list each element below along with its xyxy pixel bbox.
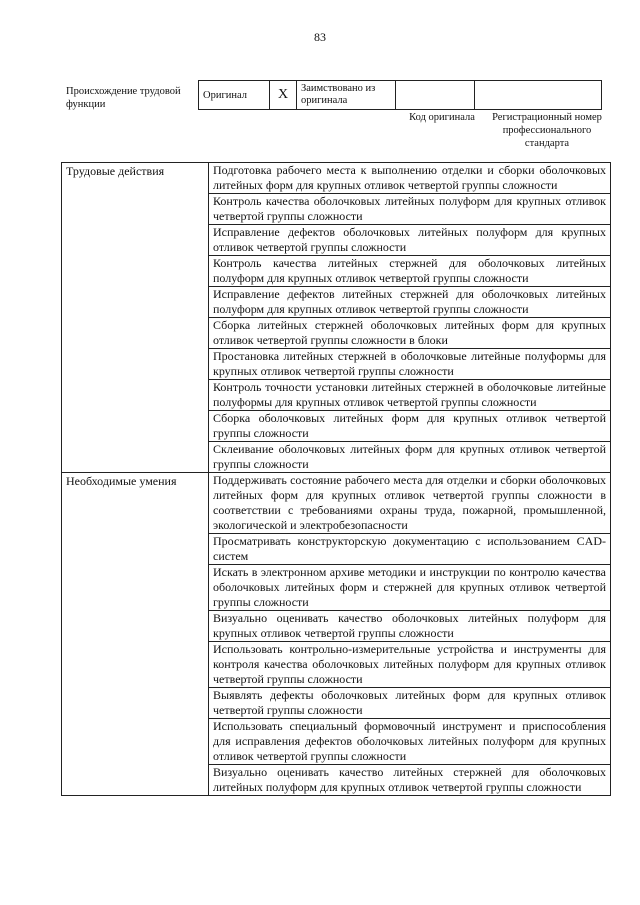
page-number: 83: [314, 30, 326, 44]
list-item: Сборка оболочковых литейных форм для крупных отливок четвертой группы сложности: [209, 411, 611, 442]
list-item: Использовать контрольно-измерительные устройства и инструменты для контроля качества оболочковых литейных полуформ для крупных отливок четвертой группы сложности: [209, 642, 611, 688]
list-item: Искать в электронном архиве методики и инструкции по контролю качества оболочковых литейных форм и стержней для крупных отливок четвертой группы сложности: [209, 565, 611, 611]
table-row: [62, 473, 611, 534]
code-caption: Код оригинала: [409, 112, 475, 123]
x-mark: X: [270, 81, 297, 110]
list-item: Контроль точности установки литейных стержней в оболочковые литейные полуформы для крупных отливок четвертой группы сложности: [209, 380, 611, 411]
list-item: Визуально оценивать качество литейных стержней для оболочковых литейных полуформ для крупных отливок четвертой группы сложности: [209, 765, 611, 796]
list-item: Поддерживать состояние рабочего места для отделки и сборки оболочковых литейных форм для крупных отливок четвертой группы сложности в соответствии с требованиями охраны труда, пожарной, промышленной, экологической и электробезопасности: [209, 473, 611, 534]
code-cell: [396, 81, 475, 110]
list-item: Просматривать конструкторскую документацию с использованием CAD-систем: [209, 534, 611, 565]
original-cell: Оригинал: [199, 81, 270, 110]
function-table: [61, 162, 611, 796]
borrowed-cell: Заимствовано из оригинала: [297, 81, 396, 110]
origin-table: [198, 80, 602, 110]
list-item: Визуально оценивать качество оболочковых литейных полуформ для крупных отливок четвертой группы сложности: [209, 611, 611, 642]
list-item: Контроль качества литейных стержней для оболочковых литейных полуформ для крупных отливок четвертой группы сложности: [209, 256, 611, 287]
list-item: Использовать специальный формовочный инструмент и приспособления для исправления дефектов оболочковых литейных полуформ для крупных отливок четвертой группы сложности: [209, 719, 611, 765]
list-item: Контроль качества оболочковых литейных полуформ для крупных отливок четвертой группы сложности: [209, 194, 611, 225]
list-item: Исправление дефектов литейных стержней для оболочковых литейных полуформ для крупных отливок четвертой группы сложности: [209, 287, 611, 318]
reg-number-cell: [475, 81, 602, 110]
reg-caption: Регистрационный номер профессионального стандарта: [492, 112, 602, 149]
list-item: Простановка литейных стержней в оболочковые литейные полуформы для крупных отливок четвертой группы сложности: [209, 349, 611, 380]
section-label: Трудовые действия: [62, 163, 209, 473]
origin-label: Происхождение трудовой функции: [66, 86, 181, 110]
list-item: Сборка литейных стержней оболочковых литейных форм для крупных отливок четвертой группы сложности в блоки: [209, 318, 611, 349]
table-row: [62, 163, 611, 194]
list-item: Выявлять дефекты оболочковых литейных форм для крупных отливок четвертой группы сложности: [209, 688, 611, 719]
list-item: Исправление дефектов оболочковых литейных полуформ для крупных отливок четвертой группы сложности: [209, 225, 611, 256]
list-item: Склеивание оболочковых литейных форм для крупных отливок четвертой группы сложности: [209, 442, 611, 473]
list-item: Подготовка рабочего места к выполнению отделки и сборки оболочковых литейных форм для крупных отливок четвертой группы сложности: [209, 163, 611, 194]
section-label: Необходимые умения: [62, 473, 209, 796]
